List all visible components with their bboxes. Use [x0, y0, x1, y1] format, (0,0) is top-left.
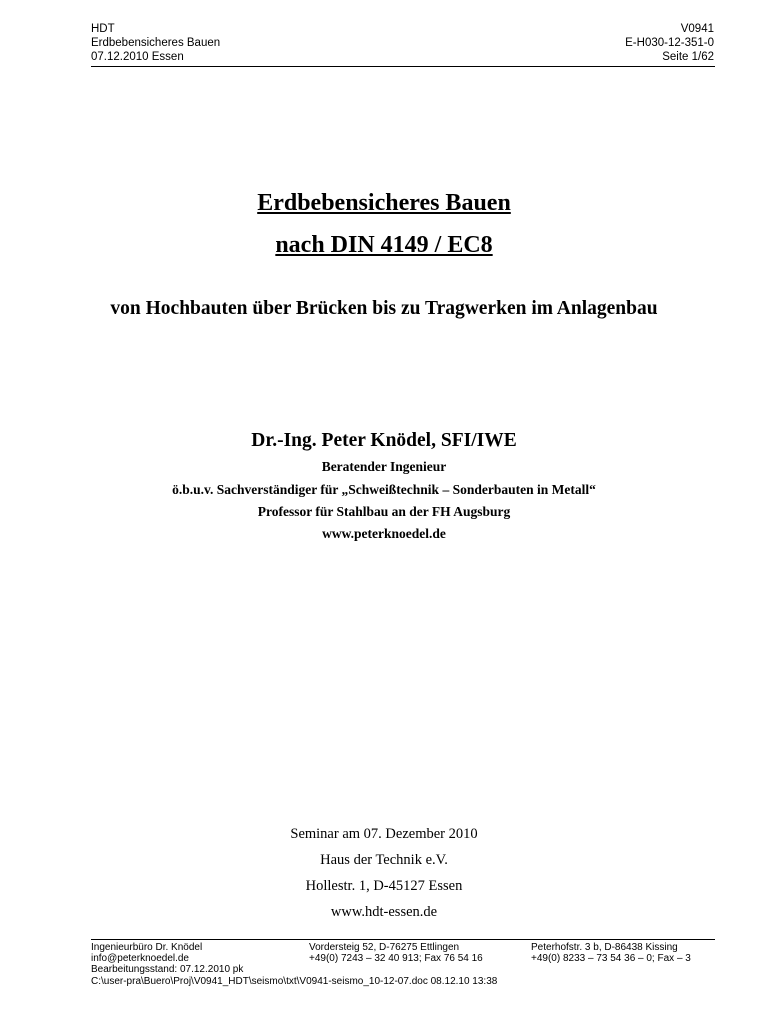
footer-divider: [91, 939, 715, 940]
footer-company-name: Ingenieurbüro Dr. Knödel: [91, 942, 203, 953]
footer-address-ettlingen: Vordersteig 52, D-76275 Ettlingen: [309, 942, 460, 953]
author-name: Dr.-Ing. Peter Knödel, SFI/IWE: [251, 430, 517, 451]
header-doc-id: V0941: [680, 23, 714, 35]
author-professorship: Professor für Stahlbau an der FH Augsburg: [257, 504, 511, 519]
footer-company-column: [91, 942, 309, 964]
seminar-address: Hollestr. 1, D-45127 Essen: [305, 878, 463, 894]
seminar-date: Seminar am 07. Dezember 2010: [290, 826, 478, 842]
document-subtitle: von Hochbauten über Brücken bis zu Tragwerken im Anlagenbau: [110, 298, 658, 319]
header-page-number: Seite 1/62: [662, 51, 714, 63]
seminar-website: www.hdt-essen.de: [330, 904, 438, 920]
footer-company-email: info@peterknoedel.de: [91, 953, 189, 965]
header-reference: E-H030-12-351-0: [625, 37, 714, 49]
seminar-venue: Haus der Technik e.V.: [320, 852, 448, 868]
header-divider: [91, 66, 715, 67]
document-title-standard: nach DIN 4149 / EC8: [275, 232, 493, 258]
page-footer: [91, 942, 715, 987]
footer-address-kissing: Peterhofstr. 3 b, D-86438 Kissing: [531, 942, 678, 953]
page-header: [91, 22, 714, 64]
footer-edit-status: Bearbeitungsstand: 07.12.2010 pk: [91, 964, 244, 976]
header-topic: Erdbebensicheres Bauen: [91, 37, 221, 49]
author-certification: ö.b.u.v. Sachverständiger für „Schweißtechnik – Sonderbauten in Metall“: [172, 482, 596, 497]
document-title: Erdbebensicheres Bauen: [257, 190, 511, 216]
author-website: www.peterknoedel.de: [322, 526, 446, 541]
author-role: Beratender Ingenieur: [321, 459, 447, 474]
footer-phone-ettlingen: +49(0) 7243 – 32 40 913; Fax 76 54 16: [309, 953, 483, 965]
header-date-location: 07.12.2010 Essen: [91, 51, 184, 63]
footer-file-path: C:\user-pra\Buero\Proj\V0941_HDT\seismo\txt\V0941-seismo_10-12-07.doc 08.12.10 13:38: [91, 975, 498, 987]
footer-office-ettlingen: [309, 942, 531, 964]
header-org: HDT: [91, 23, 115, 35]
footer-phone-kissing: +49(0) 8233 – 73 54 36 – 0; Fax – 3: [531, 953, 691, 965]
footer-office-kissing: [531, 942, 715, 964]
